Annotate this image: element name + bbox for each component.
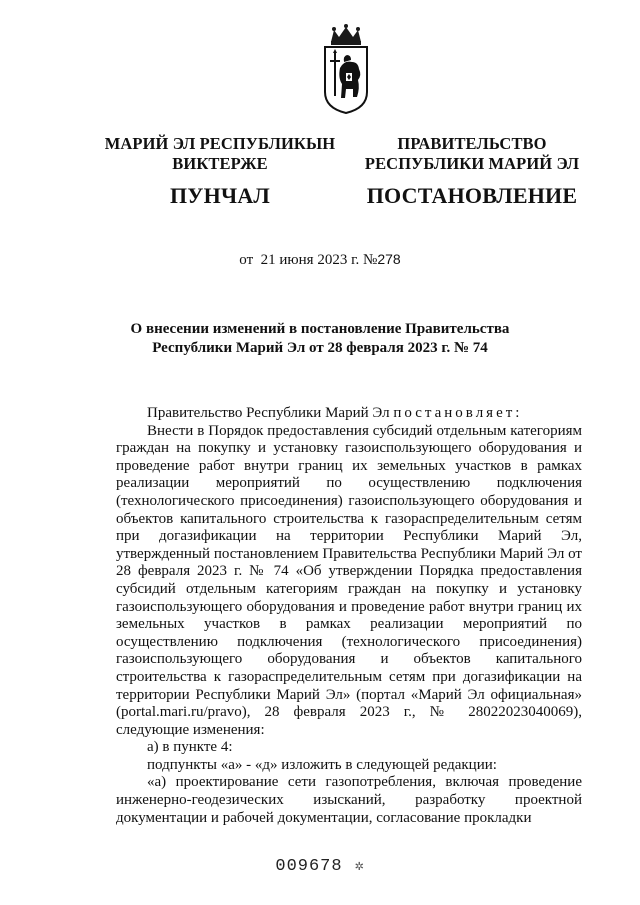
- title-line1: О внесении изменений в постановление Правительства: [130, 321, 510, 337]
- document-title: [80, 320, 560, 358]
- header-right-line1: ПРАВИТЕЛЬСТВО: [397, 134, 547, 153]
- serial-number-footer: [0, 856, 640, 876]
- document-number: 278: [377, 251, 401, 267]
- paragraph-item-a: а) в пункте 4:: [147, 739, 233, 756]
- header-left-line2: ВИКТЕРЖЕ: [172, 154, 268, 173]
- title-line2: Республики Марий Эл от 28 февраля 2023 г. № 74: [152, 340, 488, 356]
- header-left-title: ПУНЧАЛ: [170, 183, 270, 208]
- header-left-block: [100, 134, 340, 209]
- paragraph-subitems: подпункты «а» - «д» изложить в следующей редакции:: [147, 756, 497, 773]
- intro-decree-word: постановляет:: [393, 405, 523, 421]
- paragraph-main: Внести в Порядок предоставления субсидий отдельным категориям граждан на покупку и установку газоиспользующего оборудования и проведение работ внутри границ их земельных участков в рамках реализации мероприятий по осуществлению подключения (технологического присоединения) газоиспользующего оборудования и объектов капитального строительства к газораспределительным сетям при догазификации на территории Республики Марий Эл, утвержденный постановлением Правительства Республики Марий Эл от 28 февраля 2023 г. № 74 «Об утверждении Порядка предоставления субсидий отдельным категориям граждан на покупку и установку газоиспользующего оборудования и проведение работ внутри границ их земельных участков в рамках реализации мероприятий по осуществлению подключения (технологического присоединения) газоиспользующего оборудования и объектов капитального строительства к газораспределительным сетям при догазификации на территории Республики Марий Эл» (портал «Марий Эл официальная» (portal.mari.ru/pravo), 28 февраля 2023 г., № 28022023040069), следующие изменения:: [116, 422, 582, 738]
- number-sign: №: [363, 252, 378, 268]
- date-prefix: от: [239, 252, 254, 268]
- header-right-block: [340, 134, 604, 209]
- coat-of-arms-emblem: [322, 22, 370, 114]
- document-body: [116, 405, 582, 827]
- header-left-line1: МАРИЙ ЭЛ РЕСПУБЛИКЫН: [104, 134, 336, 153]
- intro-text: Правительство Республики Марий Эл: [147, 405, 394, 421]
- serial-number: 009678: [275, 857, 343, 876]
- paragraph-quote-a: «а) проектирование сети газопотребления, включая проведение инженерно-геодезических изысканий, разработку проектной документации и рабочей документации, согласование прокладки: [116, 774, 582, 826]
- document-date: 21 июня 2023 г.: [260, 252, 360, 268]
- header-right-title: ПОСТАНОВЛЕНИЕ: [366, 183, 578, 208]
- star-mark-icon: ✲: [354, 858, 365, 875]
- document-date-line: [0, 250, 640, 269]
- header-right-line2: РЕСПУБЛИКИ МАРИЙ ЭЛ: [364, 154, 580, 173]
- paragraph-intro: [116, 405, 582, 423]
